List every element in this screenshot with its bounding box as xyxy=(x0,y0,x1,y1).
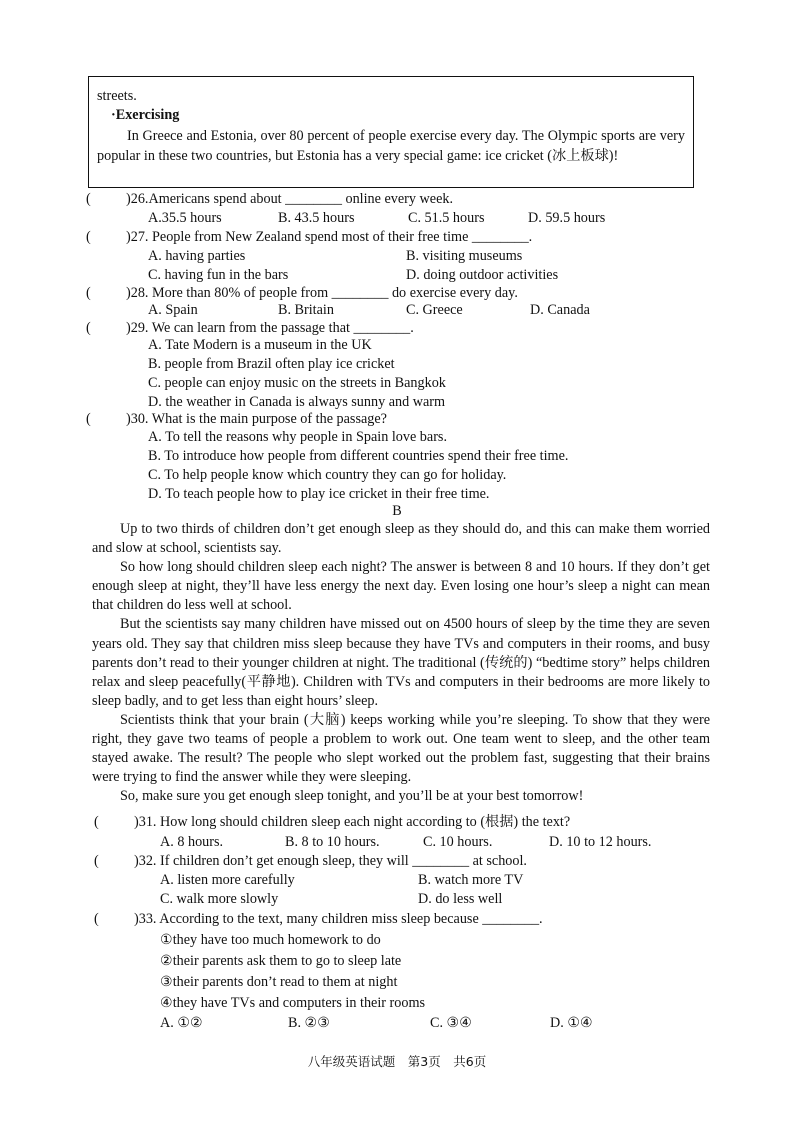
statement-3: ③their parents don’t read to them at night xyxy=(160,974,398,990)
option-c: C. 51.5 hours xyxy=(408,210,485,226)
passage-paragraph: Up to two thirds of children don’t get enough sleep as they should do, and this can make them worried and slow at school, scientists say. xyxy=(92,521,710,557)
box-heading: ·Exercising xyxy=(111,107,180,123)
question-32-options xyxy=(160,871,720,909)
option-a: A. ①② xyxy=(160,1015,203,1031)
question-33-options xyxy=(160,1014,720,1033)
section-b-title: B xyxy=(392,503,402,519)
option-d: D. 59.5 hours xyxy=(528,210,606,226)
question-30 xyxy=(86,410,706,429)
question-26 xyxy=(86,190,706,209)
question-stem: )31. How long should children sleep each night according to (根据) the text? xyxy=(134,814,571,830)
option-b: B. people from Brazil often play ice cricket xyxy=(148,356,395,372)
option-b: B. 43.5 hours xyxy=(278,210,355,226)
question-31 xyxy=(94,813,714,832)
option-c: C. having fun in the bars xyxy=(148,267,289,283)
option-b: B. watch more TV xyxy=(418,872,524,888)
passage-paragraph: So, make sure you get enough sleep tonight, and you’ll be at your best tomorrow! xyxy=(120,788,584,805)
option-a: A. Tate Modern is a museum in the UK xyxy=(148,337,372,353)
question-26-options xyxy=(148,209,708,228)
option-a: A. Spain xyxy=(148,302,198,318)
option-d: D. 10 to 12 hours. xyxy=(549,834,652,850)
option-b: B. ②③ xyxy=(288,1015,330,1031)
question-stem: )28. More than 80% of people from ________ do exercise every day. xyxy=(126,285,518,301)
option-b: B. Britain xyxy=(278,302,334,318)
option-c: C. walk more slowly xyxy=(160,891,279,907)
question-31-options xyxy=(160,833,720,852)
option-d: D. ①④ xyxy=(550,1015,593,1031)
box-line: streets. xyxy=(97,88,137,104)
statement-1: ①they have too much homework to do xyxy=(160,932,381,948)
answer-paren[interactable]: ( xyxy=(94,814,99,830)
option-c: C. Greece xyxy=(406,302,463,318)
question-29-options xyxy=(148,336,708,412)
option-d: D. the weather in Canada is always sunny and warm xyxy=(148,394,446,410)
option-d: D. To teach people how to play ice cricket in their free time. xyxy=(148,486,490,502)
question-33-statements xyxy=(160,930,720,1014)
question-28-options xyxy=(148,301,708,320)
option-a: A. 8 hours. xyxy=(160,834,224,850)
option-d: D. Canada xyxy=(530,302,590,318)
option-d: D. do less well xyxy=(418,891,503,907)
section-b-passage xyxy=(92,520,710,806)
option-c: C. To help people know which country they can go for holiday. xyxy=(148,467,507,483)
question-stem: )29. We can learn from the passage that ________. xyxy=(126,320,414,336)
question-33 xyxy=(94,910,714,929)
question-30-options xyxy=(148,428,708,504)
question-stem: )26.Americans spend about ________ online every week. xyxy=(126,191,454,207)
option-a: A. listen more carefully xyxy=(160,872,295,888)
option-a: A. having parties xyxy=(148,248,246,264)
answer-paren[interactable]: ( xyxy=(94,911,99,927)
answer-paren[interactable]: ( xyxy=(86,191,91,207)
answer-paren[interactable]: ( xyxy=(94,853,99,869)
question-stem: )32. If children don’t get enough sleep, they will ________ at school. xyxy=(134,853,527,869)
answer-paren[interactable]: ( xyxy=(86,285,91,301)
option-c: C. ③④ xyxy=(430,1015,472,1031)
option-c: C. people can enjoy music on the streets in Bangkok xyxy=(148,375,446,391)
statement-4: ④they have TVs and computers in their rooms xyxy=(160,995,426,1011)
statement-2: ②their parents ask them to go to sleep late xyxy=(160,953,402,969)
passage-paragraph: So how long should children sleep each night? The answer is between 8 and 10 hours. If they don’t get enough sleep at night, they’ll have less energy the next day. Even losing one hour’s sleep a night can mean that children do less well at school. xyxy=(92,559,710,614)
question-27-options xyxy=(148,247,708,285)
answer-paren[interactable]: ( xyxy=(86,411,91,427)
option-b: B. 8 to 10 hours. xyxy=(285,834,380,850)
answer-paren[interactable]: ( xyxy=(86,320,91,336)
option-a: A. To tell the reasons why people in Spain love bars. xyxy=(148,429,447,445)
question-27 xyxy=(86,228,706,247)
option-d: D. doing outdoor activities xyxy=(406,267,559,283)
question-stem: )30. What is the main purpose of the passage? xyxy=(126,411,387,427)
option-b: B. visiting museums xyxy=(406,248,523,264)
question-stem: )27. People from New Zealand spend most of their free time ________. xyxy=(126,229,533,245)
question-stem: )33. According to the text, many children miss sleep because ________. xyxy=(134,911,543,927)
passage-paragraph: Scientists think that your brain (大脑) keeps working while you’re sleeping. To show that they were right, they gave two teams of people a problem to work out. One team went to sleep, and the other team stayed awake. The result? The people who slept worked out the problem fast, suggesting that their brains were trying to find the answer while they were sleeping. xyxy=(92,711,710,786)
box-paragraph: In Greece and Estonia, over 80 percent of people exercise every day. The Olympic sports are very popular in these two countries, but Estonia has a very special game: ice cricket (冰上板球)! xyxy=(97,128,685,164)
passage-box xyxy=(88,76,694,188)
passage-paragraph: But the scientists say many children have missed out on 4500 hours of sleep by the time they are seven years old. They say that children miss sleep because they have TVs and computers in their rooms, and busy parents don’t read to their younger children at night. The traditional (传统的) “bedtime story” helps children relax and sleep peacefully(平静地). Children with TVs and computers in their bedrooms are more likely to sleep badly, and to get less than eight hours’ sleep. xyxy=(92,616,710,709)
option-c: C. 10 hours. xyxy=(423,834,493,850)
question-32 xyxy=(94,852,714,871)
option-a: A.35.5 hours xyxy=(148,210,222,226)
page-footer: 八年级英语试题 第3页 共6页 xyxy=(307,1054,487,1069)
option-b: B. To introduce how people from different countries spend their free time. xyxy=(148,448,569,464)
answer-paren[interactable]: ( xyxy=(86,229,91,245)
